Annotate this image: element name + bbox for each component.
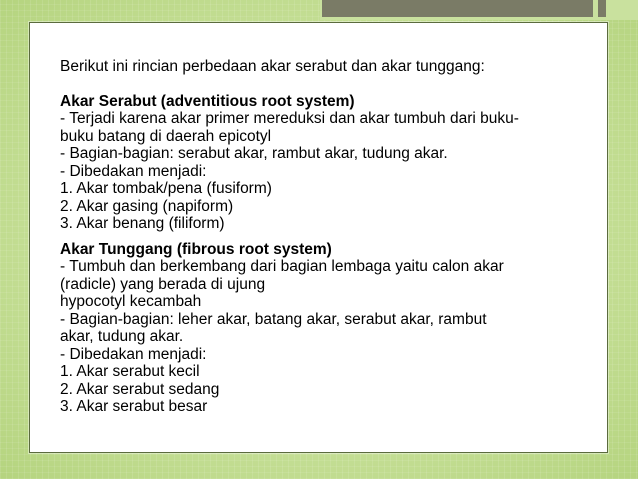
section-line: buku batang di daerah epicotyl — [60, 127, 272, 145]
section-line: 1. Akar tombak/pena (fusiform) — [60, 180, 272, 197]
section-line: hypocotyl kecambah — [60, 293, 202, 310]
section-line: - Terjadi karena akar primer mereduksi dan akar tumbuh dari buku- — [60, 110, 519, 127]
section-line: 2. Akar serabut sedang — [60, 380, 220, 398]
section-line: - Tumbuh dan berkembang dari bagian lembaga yaitu calon akar — [60, 258, 504, 275]
section-akar-serabut — [60, 93, 590, 233]
slide-content — [60, 58, 590, 424]
section-line: - Bagian-bagian: serabut akar, rambut akar, tudung akar. — [60, 145, 448, 162]
section-line: 2. Akar gasing (napiform) — [60, 197, 234, 215]
section-line: - Dibedakan menjadi: — [60, 345, 207, 363]
section-line: 3. Akar benang (filiform) — [60, 215, 225, 232]
section-line: (radicle) yang berada di ujung — [60, 275, 266, 293]
top-accent-block — [322, 0, 593, 17]
section-title: Akar Tunggang (fibrous root system) — [60, 240, 332, 258]
section-line: - Dibedakan menjadi: — [60, 162, 207, 180]
section-line: - Bagian-bagian: leher akar, batang akar, serabut akar, rambut — [60, 310, 487, 328]
section-line: 1. Akar serabut kecil — [60, 363, 200, 380]
top-accent-block-small — [598, 0, 606, 17]
intro-text: Berikut ini rincian perbedaan akar serabut dan akar tunggang: — [60, 58, 485, 75]
section-line: 3. Akar serabut besar — [60, 398, 208, 415]
section-line: akar, tudung akar. — [60, 328, 184, 345]
section-akar-tunggang — [60, 241, 590, 416]
section-title: Akar Serabut (adventitious root system) — [60, 92, 355, 110]
